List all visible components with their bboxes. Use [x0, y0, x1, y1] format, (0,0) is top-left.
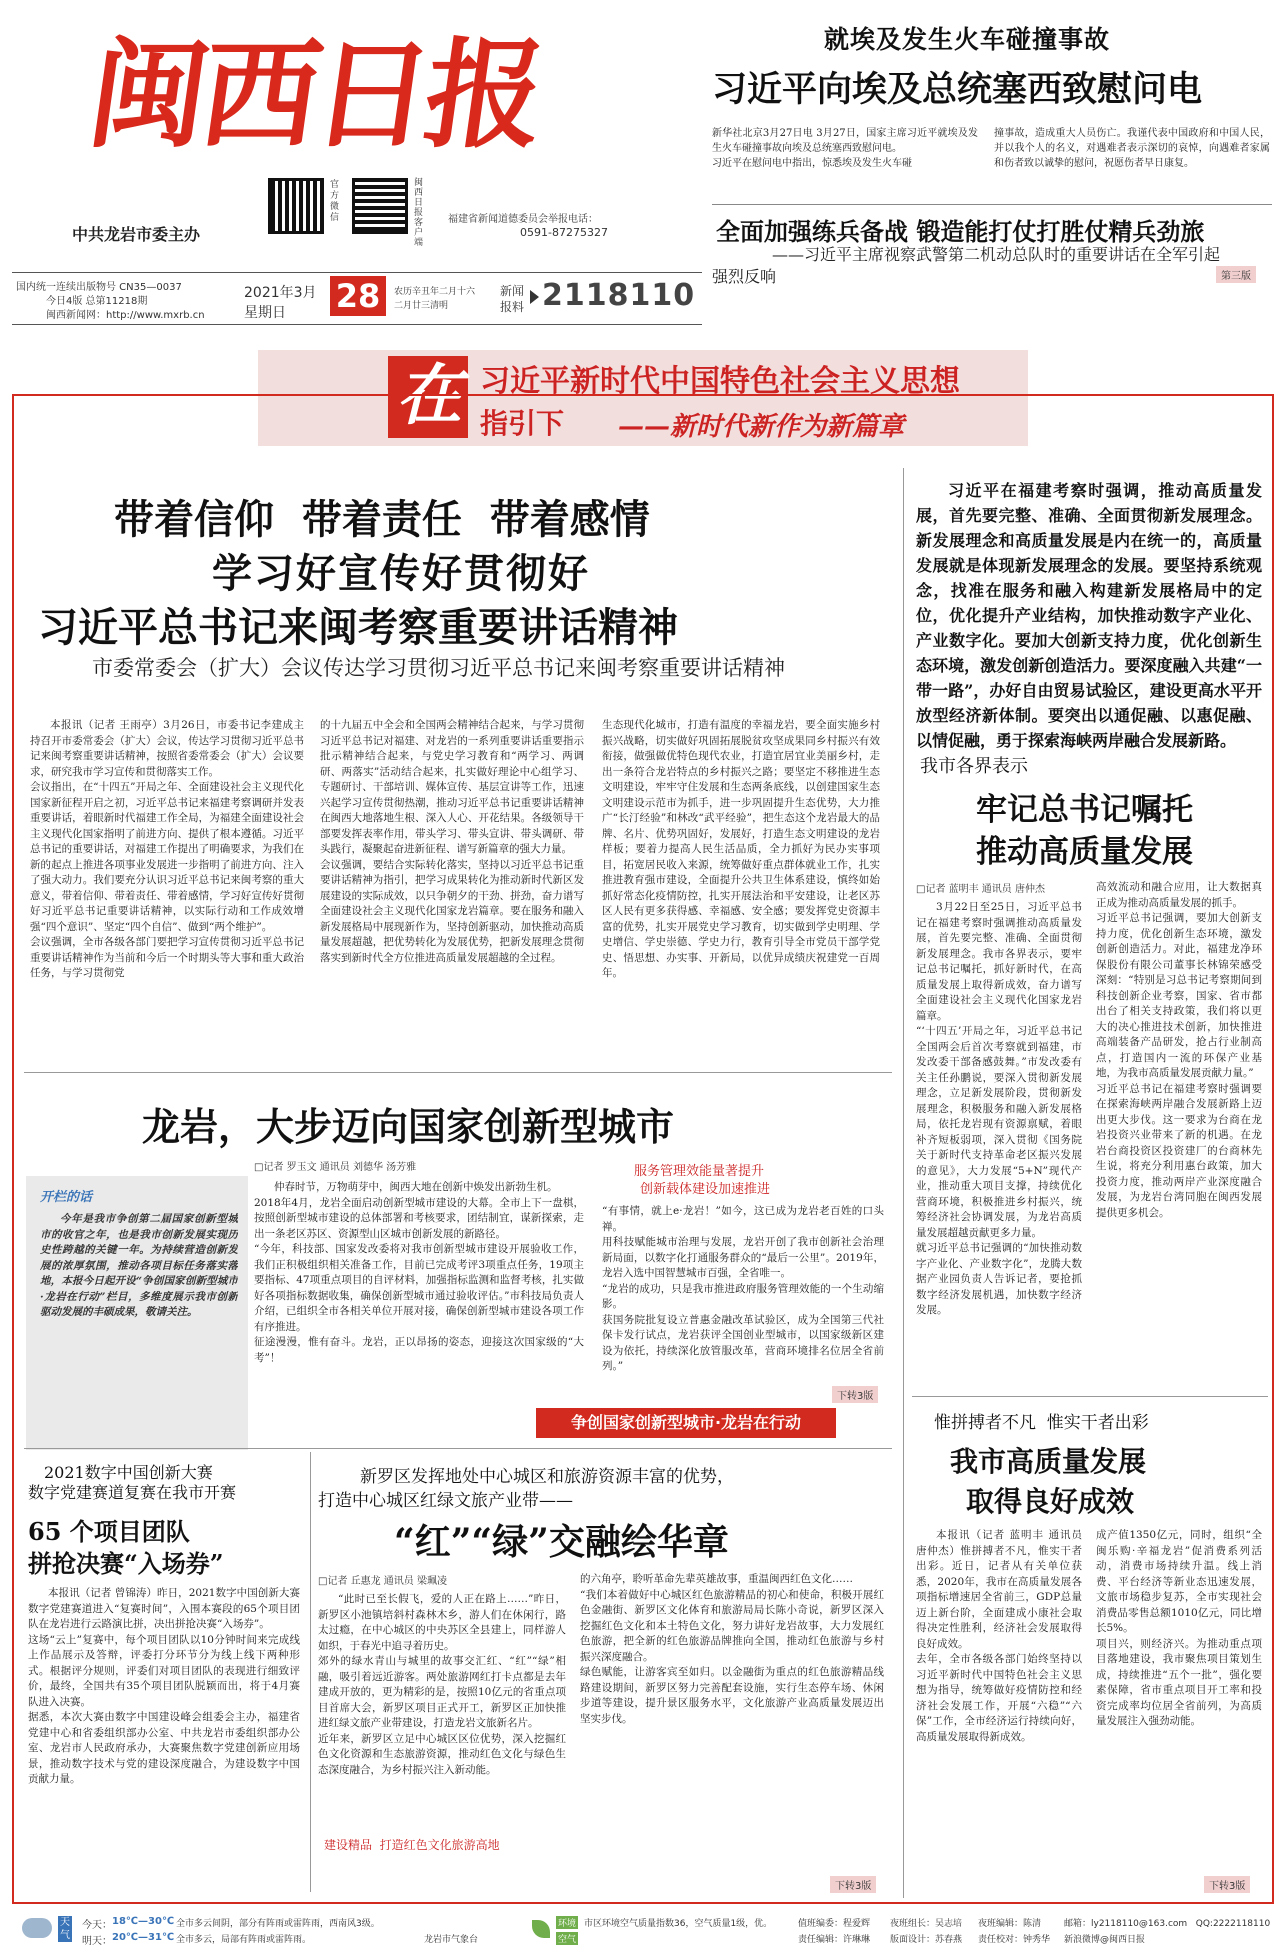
info-bar-top-rule	[12, 272, 702, 273]
circles-byline: □记者 蓝明丰 通讯员 唐仲杰	[916, 884, 1045, 895]
contest-divider	[310, 1452, 311, 1892]
xinluo-kicker-2: 打造中心城区红绿文旅产业带——	[318, 1491, 573, 1511]
qr-label-app: 闽西日报客户端	[414, 178, 424, 248]
editor-2: 责任编辑：许琳琳	[798, 1935, 871, 1945]
column-divider	[903, 468, 904, 1898]
masthead-logo: 闽西日报	[80, 25, 548, 164]
longyan-subhead-1: 服务管理效能量著提升	[634, 1164, 765, 1179]
contest-kicker-2: 数字党建赛道复赛在我市开赛	[28, 1483, 237, 1502]
contact-email[interactable]: 邮箱：ly2118110@163.com QQ:2222118110	[1064, 1919, 1271, 1929]
circles-headline-1: 牢记总书记嘱托	[976, 792, 1193, 828]
issue-weekday: 星期日	[244, 305, 286, 321]
quality-kicker: 惟拼搏者不凡 惟实干者出彩	[934, 1413, 1149, 1433]
weather-tomorrow-label: 明天：	[82, 1936, 112, 1947]
aqi-leaf-icon	[532, 1920, 550, 1938]
lower-rule	[24, 1448, 892, 1449]
column-box	[26, 1176, 248, 1450]
qr-code-app[interactable]	[352, 178, 408, 234]
lunar-line-1: 农历辛丑年二月十六	[394, 287, 476, 297]
footer	[12, 1912, 1274, 1950]
editor-1: 值班编委：程爱辉	[798, 1919, 871, 1929]
top-news	[712, 14, 1272, 286]
xinluo-kicker-1: 新罗区发挥地处中心城区和旅游资源丰富的优势，	[360, 1467, 734, 1487]
hotline-number: 0591-87275327	[520, 226, 608, 239]
main-col-1: 本报讯（记者 王雨亭）3月26日，市委书记李建成主持召开市委常委会（扩大）会议，传达学习贯彻习近平总书记来闽考察重要讲话精神，按照省委常委会（扩大）会议要求，研究我市学习宣传和贯彻落实工作。 会议指出，在“十四五”开局之年、全面建设社会主义现代化国家新征程开启之初，习近平总书记来福建考察调研并发表重要讲话，着眼新时代福建工作全局，为福建全面建设社会主义现代化国家指明了前进方向、提供了根本遵循。习近平总书记的重要讲话，对福建工作提出了明确要求，为我们在新的起点上推进各项事业发展进一步指明了前进方向、注入了强大动力。我们要充分认识习近平总书记来闽考察的重大意义，带着信仰、带着责任、带着感情，学习好宣传好贯彻好习近平总书记重要讲话精神，以实际行动和工作成效增强“四个意识”、坚定“四个自信”、做到“两个维护”。 会议强调，全市各级各部门要把学习宣传贯彻习近平总书记重要讲话精神作为当前和今后一个时期头等大事和重大政治任务，与学习贯彻党	[30, 719, 304, 979]
issue-line-2: 今日4版 总第11218期	[46, 296, 148, 307]
xinluo-more-tag[interactable]: 下转3版	[830, 1876, 876, 1893]
news-hotline-number[interactable]: 2118110	[542, 278, 696, 313]
quality-story	[916, 1400, 1266, 1898]
info-bar-bottom-rule	[12, 324, 702, 325]
second-sub: ——习近平主席视察武警第二机动总队时的重要讲话在全军引起强烈反响	[712, 245, 1221, 286]
contest-story	[24, 1452, 306, 1898]
top-news-lead-right: 撞事故，造成重大人员伤亡。我谨代表中国政府和中国人民，并以我个人的名义，对遇难者表示深切的哀悼，向遇难者家属和伤者致以诚挚的慰问，祝愿伤者早日康复。	[994, 128, 1270, 169]
weather-today: 18℃—30℃	[112, 1916, 175, 1927]
quality-headline-1: 我市高质量发展	[950, 1445, 1147, 1478]
qr-label-wechat: 官方微信	[330, 180, 340, 223]
aqi-label: 环境	[556, 1916, 578, 1929]
top-news-headline: 习近平向埃及总统塞西致慰问电	[712, 69, 1203, 110]
quality-col-1: 本报讯（记者 蓝明丰 通讯员 唐仲杰）惟拼搏者不凡，惟实干者出彩。近日，记者从有关单位获悉，2020年，我市在高质量发展各项指标增速居全省前三，GDP总量迈上新台阶，全面建成小康社会取得决定性胜利，经济社会发展取得良好成效。 去年，全市各级各部门始终坚持以习近平新时代中国特色社会主义思想为指导，统筹做好疫情防控和经济社会发展工作，开展“六稳”“六保”工作，全市经济运行持续向好，高质量发展取得新成效。	[916, 1529, 1082, 1743]
circles-col-1: 3月22日至25日，习近平总书记在福建考察时强调推动高质量发展，首先要完整、准确、全面贯彻新发展理念。我市各界表示，要牢记总书记嘱托，抓好新时代，在高质量发展上取得新成效，奋力谱写全面建设社会主义现代化国家龙岩篇章。 “‘十四五’开局之年，习近平总书记全国两会后首次考察就到福建，市发改委干部备感鼓舞。”市发改委有关主任孙鹏说，要深入贯彻新发展理念，立足新发展阶段，贯彻新发展理念，积极服务和融入新发展格局，依托龙岩现有资源禀赋，着眼补齐短板弱项，深入贯彻《国务院关于新时代支持革命老区振兴发展的意见》，大力发展“5+N”现代产业，推动重大项目支撑，持续优化营商环境，积极推进乡村振兴，统筹经济社会协调发展，为龙岩高质量发展超越贡献更多力量。 就习近平总书记强调的“加快推动数字产业化、产业数字化”，龙腾大数据产业园负责人告诉记者，要抢抓数字经济发展机遇，加快数字经济发展。	[916, 901, 1082, 1316]
right-top-quote: 习近平在福建考察时强调，推动高质量发展，首先要完整、准确、全面贯彻新发展理念。新发展理念和高质量发展是内在统一的，高质量发展就是体现新发展理念的发展。要坚持系统观念，找准在服务和融入构建新发展格局中的定位，优化提升产业结构，加快推动数字产业化、产业数字化。要加大创新支持力度，优化创新生态环境，激发创新创造活力。要深度融入共建“一带一路”，办好自由贸易试验区，建设更高水平开放型经济新体制。要突出以通促融、以惠促融、以情促融，勇于探索海峡两岸融合发展新路。	[916, 481, 1262, 750]
hotline-label: 福建省新闻道德委员会举报电话：	[448, 214, 598, 225]
main-sub: 市委常委会（扩大）会议传达学习贯彻习近平总书记来闽考察重要讲话精神	[92, 656, 785, 680]
column-box-text: 今年是我市争创第二届国家创新型城市的收官之年，也是我市创新发展实现历史性跨越的关键一年。为持续营造创新发展的浓厚氛围，推动各项目标任务落实落地，本报今日起开设“争创国家创新型城市·龙岩在行动”栏目，多维度展示我市创新驱动发展的丰硕成果，敬请关注。	[40, 1213, 238, 1318]
top-news-kicker: 就埃及发生火车碰撞事故	[824, 25, 1111, 54]
longyan-headline: 龙岩，大步迈向国家创新型城市	[142, 1104, 675, 1149]
weather-tomorrow: 20℃—31℃	[112, 1932, 175, 1943]
main-story	[24, 476, 894, 1076]
second-headline: 全面加强练兵备战 锻造能打仗打胜仗精兵劲旅	[716, 217, 1205, 246]
issue-day: 28	[330, 276, 386, 316]
aqi-sub: 空气	[556, 1932, 578, 1945]
main-headline-3: 习近平总书记来闽考察重要讲话精神	[38, 604, 678, 651]
issue-line-1: 国内统一连续出版物号 CN35—0037	[16, 282, 182, 293]
column-box-title: 开栏的话	[40, 1190, 93, 1205]
main-headline-2: 学习好宣传好贯彻好	[212, 550, 590, 597]
quality-top-rule	[912, 1396, 1268, 1397]
xinluo-col-2: 的六角亭，聆听革命先辈英雄故事，重温闽西红色文化…… “我们本着做好中心城区红色旅游精品的初心和使命，积极开展红色金融街、新罗区文化体育和旅游局局长陈小奇说，新罗区深入挖掘红色文化和本土特色文化，努力讲好龙岩故事，大力发展红色旅游，把全新的红色旅游品牌推向全国，推动红色旅游与乡村振兴深度融合。 绿色赋能，让游客宾至如归。以金融街为重点的红色旅游精品线路建设期间，新罗区努力完善配套设施，实行生态停车场、休闲步道等建设，提升景区服务水平，文化旅游产业高质量发展迈出坚实步伐。	[580, 1573, 884, 1725]
weather-today-label: 今天：	[82, 1920, 112, 1931]
circles-col-2: 高效流动和融合应用，让大数据真正成为推动高质量发展的抓手。 习近平总书记强调，要加大创新支持力度，优化创新生态环境，激发创新创造活力。对此，福建龙净环保股份有限公司董事长林锦荣感受深刻：“特别是习总书记考察期间到科技创新企业考察，国家、省市都出台了相关支持政策，我们将以更大的决心推进技术创新，加快推进高端装备产品研发，抢占行业制高点，打造国内一流的环保产业基地，为我市高质量发展贡献力量。” 习近平总书记在福建考察时强调要在探索海峡两岸融合发展新路上迈出更大步伐。这一要求为台商在龙岩投资兴业带来了新的机遇。在龙岩台商投资区投资建厂的台商林先生说，将充分利用惠台政策，加大投资力度，推动两岸产业深度融合发展，为龙岩台湾同胞在闽西发展提供更多机会。	[1096, 881, 1262, 1219]
weather-source: 龙岩市气象台	[424, 1935, 479, 1945]
issue-line-3: 闽西新闻网：http://www.mxrb.cn	[46, 310, 205, 321]
hotline-triangle-icon	[530, 290, 539, 304]
weather-today-desc: 全市多云间阴，部分有阵雨或雷阵雨，西南风3级。	[176, 1919, 380, 1929]
qr-code-wechat[interactable]	[268, 178, 324, 234]
news-hotline-label-1: 新闻	[500, 284, 525, 298]
quality-headline-2: 取得良好成效	[966, 1485, 1135, 1518]
editor-5: 夜班编辑：陈清	[978, 1919, 1042, 1929]
xinluo-headline: “红”“绿”交融绘华章	[394, 1521, 729, 1563]
longyan-slogan-bar: 争创国家创新型城市·龙岩在行动	[536, 1408, 836, 1438]
circles-kicker: 我市各界表示	[920, 756, 1028, 777]
xinluo-byline: □记者 丘惠龙 通讯员 梁珮凌	[318, 1576, 447, 1587]
xinluo-col-1: “此时已至长假飞，爱的人正在路上……”昨日，新罗区小池镇培斜村森林木乡，游人们在休闲行，路太过瘾，在中心城区的中央苏区全县建上，同样游人如织，于春光中追寻着历史。 郊外的绿水青山与城里的故事交汇红、“红”“绿”相融，吸引着远近游客。两处旅游网红打卡点都是去年建成开放的，更为精彩的是，按照10亿元的省重点项目首席大会，新罗区项目正式开工，新罗区正加快推进红绿文旅产业带建设，打造龙岩文旅新名片。 近年来，新罗区立足中心城区区位优势，深入挖掘红色文化资源和生态旅游资源，推动红色文化与绿色生态深度融合，为乡村振兴注入新动能。	[318, 1593, 566, 1776]
circles-story	[916, 752, 1266, 1392]
publisher: 中共龙岩市委主办	[72, 225, 201, 244]
weather-label: 天气	[60, 1917, 70, 1941]
editor-3: 夜班组长：吴志培	[890, 1919, 963, 1929]
top-news-divider	[712, 204, 1272, 205]
contest-text: 本报讯（记者 曾锦涛）昨日，2021数字中国创新大赛数字党建赛道进入“复赛时间”，入围本赛段的65个项目团队在龙岩进行云路演比拼，决出拼抢决赛“入场券”。 这场“云上”复赛中，每个项目团队以10分钟时间来完成线上作品展示及答辩，评委打分环节分为线上线下两种形式。根据评分规则，评委们对项目团队的表现进行细致评价，最终，全国共有35个项目团队脱颖而出，将于4月赛队进入决赛。 据悉，本次大赛由数字中国建设峰会组委会主办，福建省党建中心和省委组织部办公室、中共龙岩市委组织部办公室、龙岩市人民政府承办，大赛聚焦数字党建创新应用场景，推动数字技术与党的建设深度融合，为建设数字中国贡献力量。	[28, 1587, 300, 1785]
lunar-line-2: 二月廿三清明	[394, 301, 449, 311]
second-more-tag[interactable]: 第三版	[1216, 266, 1256, 283]
longyan-top-rule	[24, 1072, 892, 1073]
contest-headline-2: 拼抢决赛“入场券”	[28, 1549, 224, 1578]
longyan-subhead-2: 创新载体建设加速推进	[640, 1182, 771, 1197]
aqi-text: 市区环境空气质量指数36，空气质量1级，优。	[584, 1919, 773, 1929]
quality-col-2: 成产值1350亿元，同时，组织“全闽乐购·辛福龙岩”促消费系列活动，消费市场持续升温。线上消费、平台经济等新业态迅速发展，文旅市场稳步复苏，全市实现社会消费品零售总额1010亿元，同比增长5%。 项目兴，则经济兴。为推动重点项目落地建设，我市聚焦项目策划生成，持续推进“五个一批”，强化要素保障，省市重点项目开工率和投资完成率均位居全省前列，为高质量发展注入强劲动能。	[1096, 1529, 1262, 1727]
contest-headline-1: 65 个项目团队	[28, 1517, 190, 1546]
weather-cloud-icon	[22, 1918, 52, 1938]
main-col-2: 的十九届五中全会和全国两会精神结合起来，与学习贯彻习近平总书记对福建、对龙岩的一系列重要讲话重要指示批示精神结合起来，与党史学习教育和“两学习、两调研、两落实”活动结合起来，扎实做好理论中心组学习、专题研讨、干部培训、媒体宣传、基层宣讲等工作，迅速兴起学习宣传贯彻热潮，推动习近平总书记重要讲话精神在闽西大地落地生根、深入人心、开花结果。各级领导干部要发挥表率作用，带头学习、带头宣讲、带头调研、带头践行，凝聚起奋进新征程、谱写新篇章的强大力量。 会议强调，要结合实际转化落实，坚持以习近平总书记重要讲话精神为指引，把学习成果转化为推动新时代新区发展建设的实际成效，以只争朝夕的干劲、拼劲，奋力谱写全面建设社会主义现代化国家龙岩篇章。要在服务和融入新发展格局中展现新作为，坚持创新驱动，加快推动高质量发展超越，把优势转化为发展优势，把新发展理念贯彻落实到新时代全方位推进高质量发展超越的全过程。	[320, 719, 584, 964]
banner-slogan: ——新时代新作为新篇章	[618, 412, 905, 442]
longyan-col-1: 仲春时节，万物萌芽中，闽西大地在创新中焕发出新勃生机。 2018年4月，龙岩全面启动创新型城市建设的大幕。全市上下一盘棋，按照创新型城市建设的总体部署和考核要求，团结制宜，谋新探索，走出一条老区苏区、资源型山区城市创新发展的新路径。 “今年，科技部、国家发改委将对我市创新型城市建设开展验收工作，我们正积极组织相关准备工作，目前已完成考评3项重点任务，19项主要指标、47项重点项目的自评材料，加强指标监测和监督考核，扎实做好各项指标数据收集，确保创新型城市通过验收评估。”市科技局负责人介绍，已组织全市各相关单位开展对接，确保创新型城市建设各项工作有序推进。 征途漫漫，惟有奋斗。龙岩，正以昂扬的姿态，迎接这次国家级的“大考”！	[254, 1181, 584, 1364]
contact-weibo[interactable]: 新浪微博@闽西日报	[1064, 1935, 1146, 1945]
quality-more-tag[interactable]: 下转3版	[1204, 1876, 1250, 1893]
contest-kicker-1: 2021数字中国创新大赛	[44, 1463, 213, 1482]
editor-6: 责任校对：钟秀华	[978, 1935, 1051, 1945]
issue-date: 2021年3月	[244, 285, 317, 301]
banner-char: 在	[396, 356, 462, 434]
xinluo-subhead: 建设精品 打造红色文化旅游高地	[324, 1838, 500, 1852]
weather-tomorrow-desc: 全市多云，局部有阵雨或雷阵雨。	[176, 1935, 312, 1945]
longyan-col-2: “有事情，就上e·龙岩！”如今，这已成为龙岩老百姓的口头禅。 用科技赋能城市治理与发展，龙岩开创了我市创新社会治理新局面，以数字化打通服务群众的“最后一公里”。2019年，龙岩入选中国智慧城市百强，全省唯一。 “龙岩的成功，只是我市推进政府服务管理效能的一个生动缩影。 获国务院批复设立普惠金融改革试验区，成为全国第三代社保卡发行试点，龙岩获评全国创业型城市，以国家级新区建设为依托，持续深化放管服改革，营商环境排名位居全省前列。”	[602, 1205, 884, 1372]
banner-line-2: 指引下	[480, 407, 565, 440]
longyan-byline: □记者 罗玉文 通讯员 刘德华 汤芳雅	[254, 1162, 417, 1173]
editor-4: 版面设计：苏春燕	[890, 1935, 963, 1945]
circles-headline-2: 推动高质量发展	[976, 834, 1193, 870]
top-news-lead-left: 新华社北京3月27日电 3月27日，国家主席习近平就埃及发生火车碰撞事故向埃及总统塞西致慰问电。 习近平在慰问电中指出，惊悉埃及发生火车碰	[712, 128, 978, 169]
xinluo-story	[318, 1452, 894, 1898]
news-hotline-label-2: 报料	[500, 300, 525, 314]
banner-line-1: 习近平新时代中国特色社会主义思想	[480, 364, 960, 399]
info-bar	[12, 274, 702, 324]
main-col-3: 生态现代化城市，打造有温度的幸福龙岩，要全面实施乡村振兴战略，切实做好巩固拓展脱贫攻坚成果同乡村振兴有效衔接，做强做优特色现代农业，打造宜居宜业美丽乡村，走出一条符合龙岩特点的乡村振兴之路；要坚定不移推进生态文明建设，牢牢守住发展和生态两条底线，以创建国家生态文明建设示范市为抓手，进一步巩固提升生态优势，大力推广“长汀经验”和林改“武平经验”，把生态这个龙岩最大的品牌、名片、优势巩固好，发展好，打造生态文明建设的龙岩样板；要着力提高人民生活品质，全力抓好为民办实事项目，拓宽居民收入来源，统筹做好重点群体就业工作，扎实推进教育强市建设，全面提升公共卫生体系建设，慎终如始抓好常态化疫情防控，扎实开展法治和平安建设，让老区苏区人民有更多获得感、幸福感、安全感；要发挥党史资源丰富的优势，扎实开展党史学习教育，切实做到学史明理、学史增信、学史崇德、学史力行，教育引导全市党员干部学党史、悟思想、办实事、开新局，以优异成绩庆祝建党一百周年。	[602, 719, 880, 979]
main-headline-1: 带着信仰 带着责任 带着感情	[114, 496, 650, 543]
longyan-more-tag[interactable]: 下转3版	[832, 1386, 878, 1403]
